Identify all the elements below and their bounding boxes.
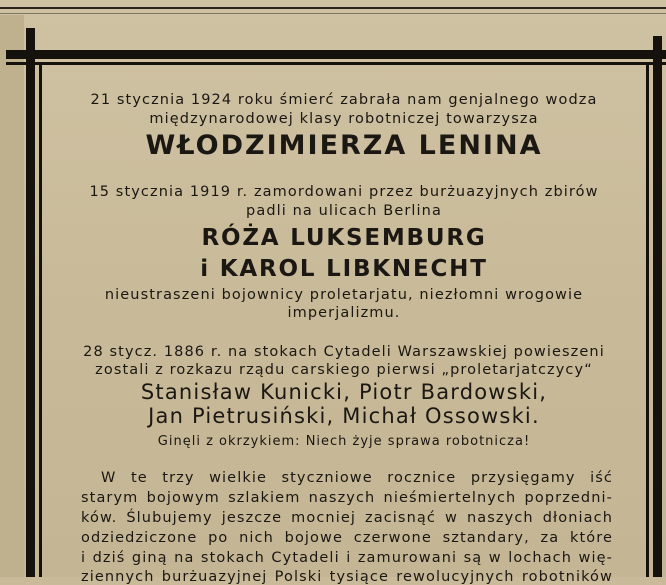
luxemburg-intro-line: 15 stycznia 1919 r. zamordowani przez burżuazyjnych zbirów [89, 184, 599, 200]
mourning-border-right-outer [653, 36, 662, 577]
oath-line: W te trzy wielkie styczniowe rocznice przysięgamy iść [101, 470, 613, 486]
proletariat-names-line: Stanisław Kunicki, Piotr Bardowski, [140, 380, 548, 404]
luxemburg-intro-line: padli na ulicach Berlina [246, 203, 442, 219]
oath-line: ków. Ślubujemy jeszcze mocniej zacisnąć w naszych dłoniach [81, 510, 613, 526]
oath-line: i dziś giną na stokach Cytadeli i zamurowani są w lochach wię- [81, 550, 613, 566]
luxemburg-desc-line: nieustraszeni bojownicy proletarjatu, niezłomni wrogowie [104, 287, 584, 303]
proletariat-names-line: Jan Pietrusiński, Michał Ossowski. [148, 404, 540, 428]
proletariat-cry-line: Ginęli z okrzykiem: Niech żyje sprawa robotnicza! [157, 434, 531, 449]
proletariat-intro-line: zostali z rozkazu rządu carskiego pierwsi „proletarjatczycy“ [95, 362, 593, 378]
liebknecht-name-heading: i KAROL LIBKNECHT [200, 256, 488, 282]
top-rule [0, 7, 666, 9]
mourning-border-top-inner [6, 62, 666, 65]
lenin-intro-line: międzynarodowej klasy robotniczej towarzysza [149, 111, 539, 127]
lenin-name-heading: WŁODZIMIERZA LENINA [145, 130, 543, 161]
oath-line: starym bojowym szlakiem naszych nieśmiertelnych poprzedni- [81, 490, 613, 506]
mourning-border-right-inner [646, 62, 649, 577]
oath-line: ziennych burżuazyjnej Polski tysiące rewolucyjnych robotników [81, 569, 613, 585]
mourning-border-left-inner [39, 62, 42, 577]
top-rule-thin [0, 13, 666, 14]
left-margin-strip [0, 15, 24, 577]
luxemburg-desc-line: imperjalizmu. [287, 305, 401, 321]
mourning-border-top-outer [6, 50, 666, 59]
lenin-intro-line: 21 stycznia 1924 roku śmierć zabrała nam genjalnego wodza [90, 92, 598, 108]
mourning-border-left-outer [26, 28, 35, 577]
oath-line: odziedziczone po nich bojowe czerwone sztandary, za które [81, 530, 613, 546]
proletariat-intro-line: 28 stycz. 1886 r. na stokach Cytadeli Warszawskiej powieszeni [83, 344, 605, 360]
luxemburg-name-heading: RÓŻA LUKSEMBURG [201, 225, 487, 251]
